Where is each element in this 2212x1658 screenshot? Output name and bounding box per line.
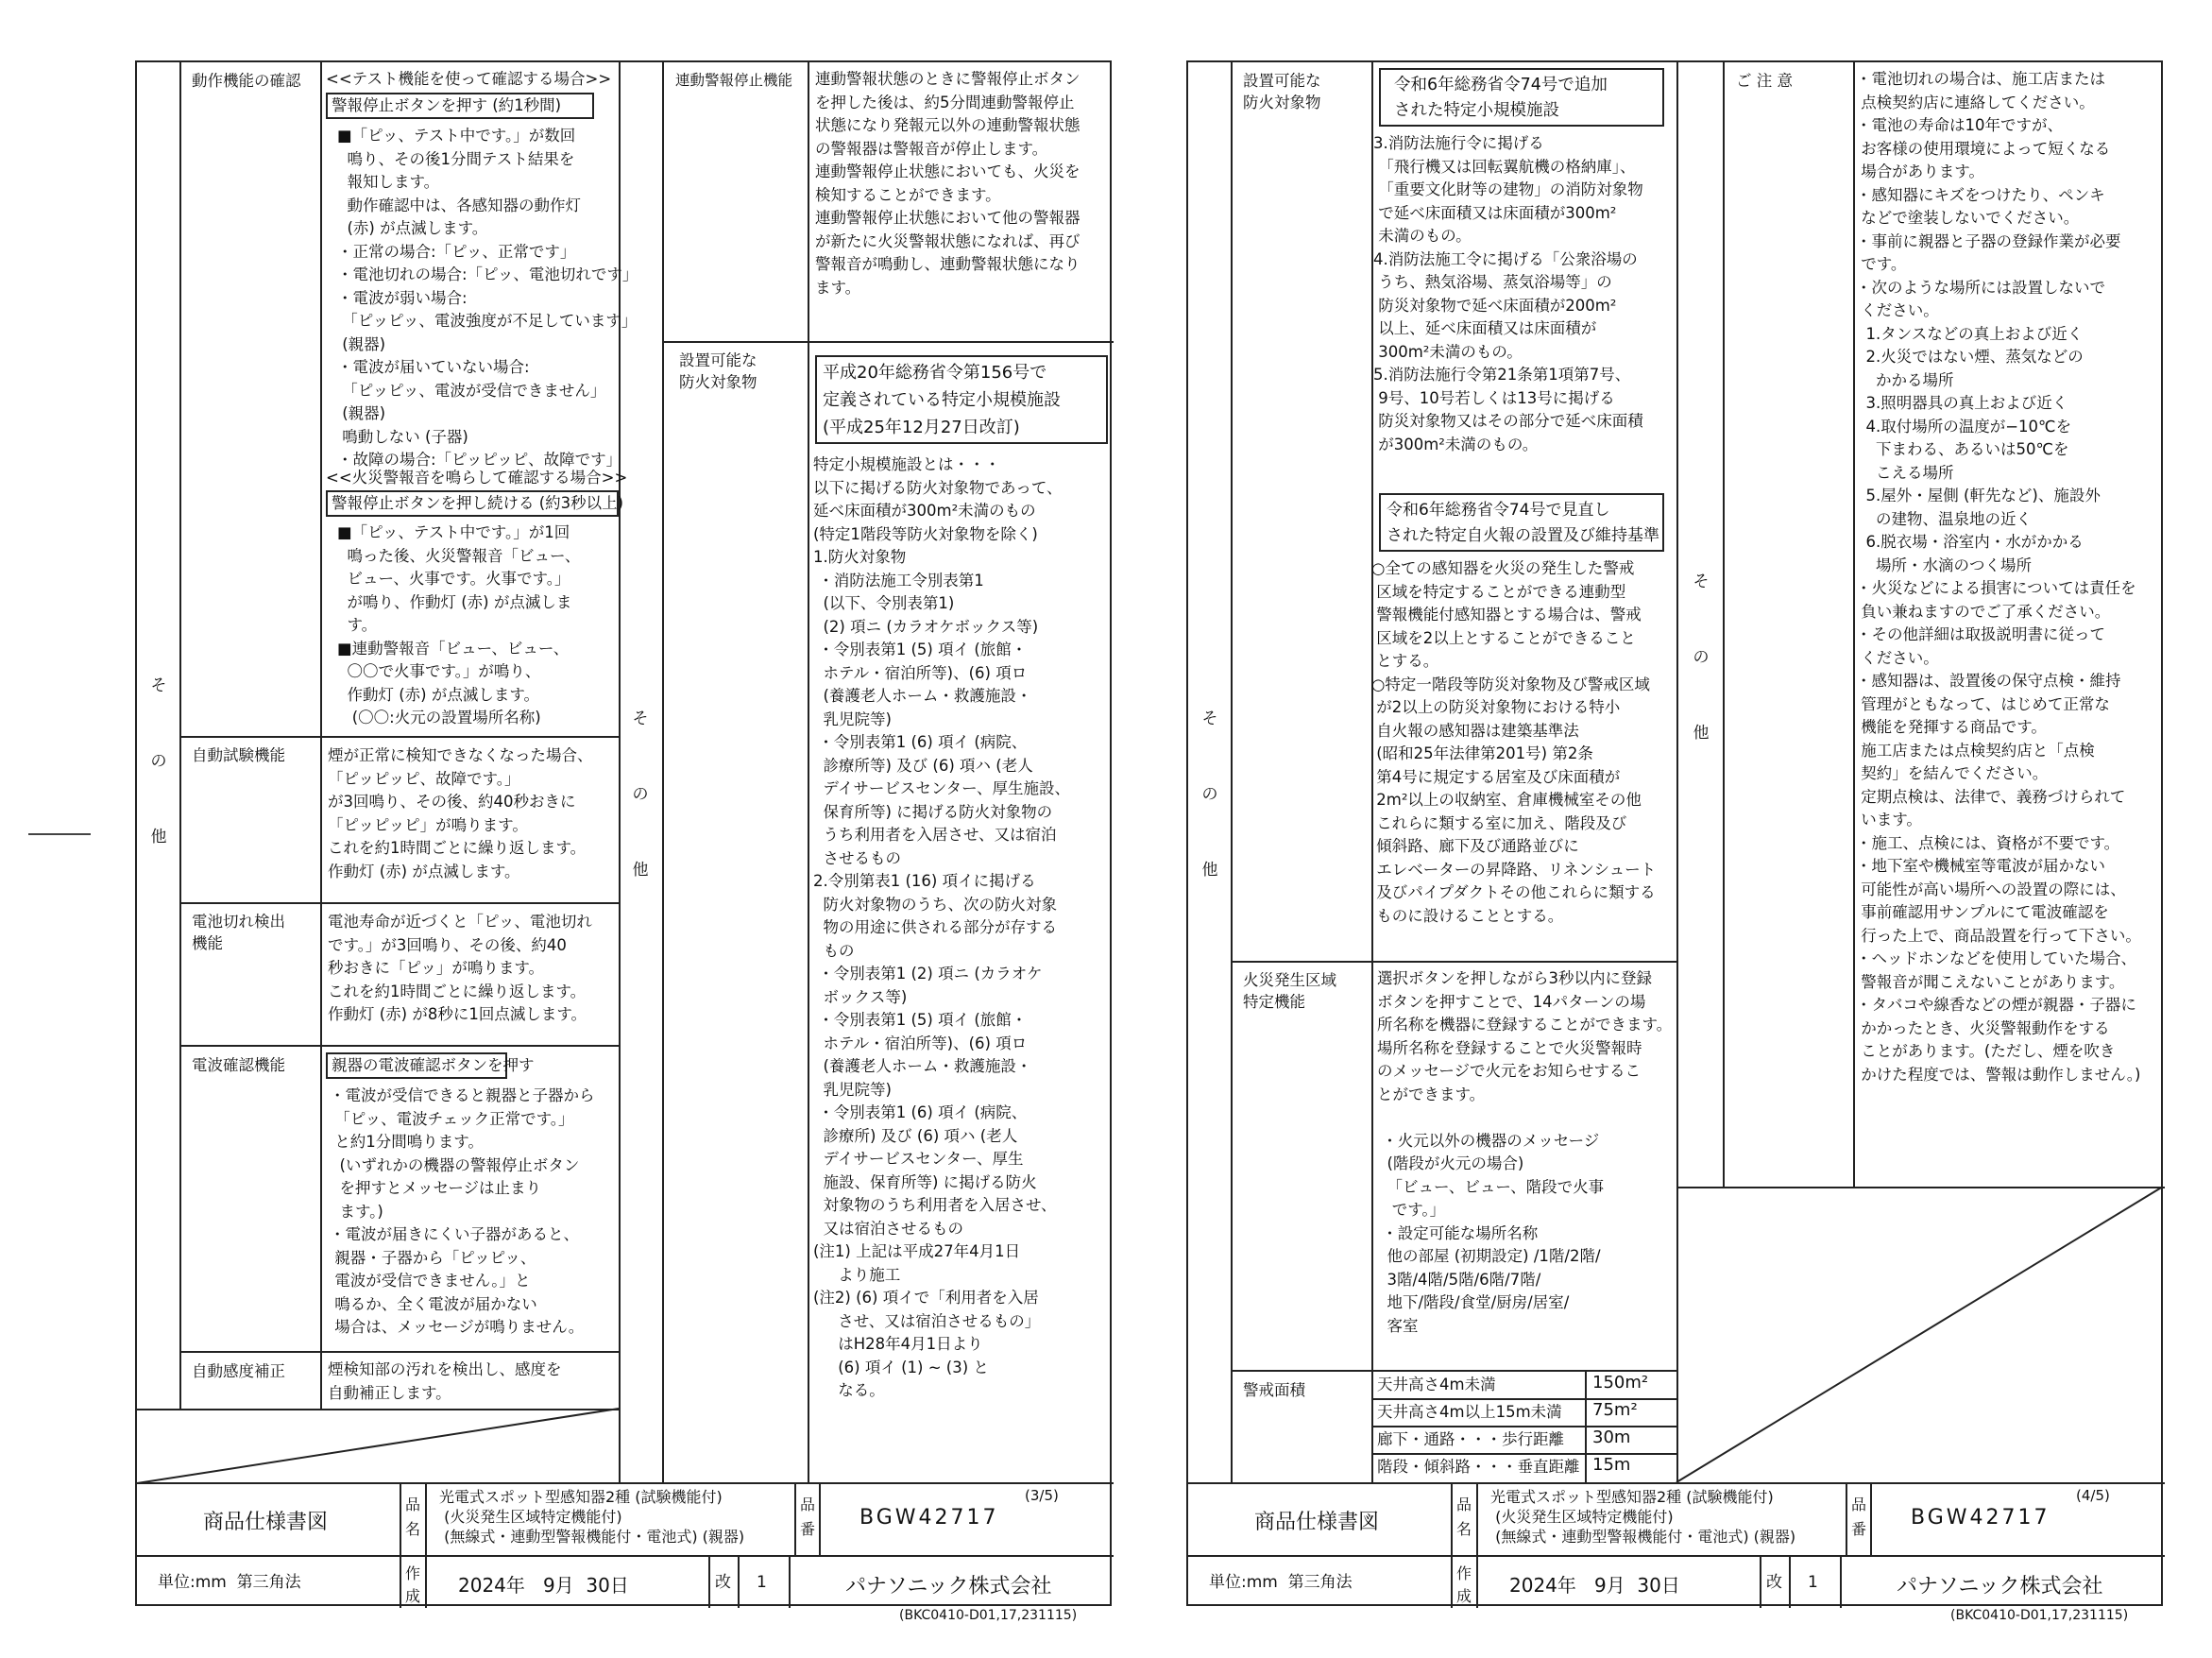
sono-hoka-label: そ の 他	[632, 709, 649, 880]
setchi-text: 特定小規模施設とは・・・ 以下に掲げる防火対象物であって、 延べ床面積が300m²未満のもの (特定1階段等防火対象物を除く) 1.防火対象物 ・消防法施工令別表第1 (以下、令別表第1) (2) 項ニ (カラオケボックス等) ・令別表第1 (5) 項イ (旅館・ ホテル・宿泊所等)、(6) 項ロ (養護老人ホーム・救護施設・ 乳児院等) ・令別表第1 (6) 項イ (病院、 診療所等) 及び (6) 項ハ (老人 デイサービスセンター、厚生施設、 保育所等) に掲げる防火対象物の うち利用者を入居させ、又は宿泊 させるもの 2.令別第表1 (16) 項イに掲げる 防火対象物のうち、次の防火対象 物の用途に供される部分が存する もの ・令別表第1 (2) 項ニ (カラオケ ボックス等) ・令別表第1 (5) 項イ (旅館・ ホテル・宿泊所等)、(6) 項ロ (養護老人ホーム・救護施設・ 乳児院等) ・令別表第1 (6) 項イ (病院、 診療所) 及び (6) 項ハ (老人 デイサービスセンター、厚生 施設、保育所等) に掲げる防火 対象物のうち利用者を入居させ、 又は宿泊させるもの (注1) 上記は平成27年4月1日 より施工 (注2) (6) 項イで「利用者を入居 させ、又は宿泊させるもの」 はH28年4月1日より (6) 項イ (1) ~ (3) と なる。	[813, 455, 1071, 1399]
section-label-kasai: 火災発生区域 特定機能	[1243, 971, 1336, 1011]
keikai-row-name: 階段・傾斜路・・・垂直距離	[1377, 1458, 1580, 1476]
section-label-dousa: 動作機能の確認	[192, 72, 301, 90]
section-label-keikai: 警戒面積	[1243, 1381, 1305, 1399]
setchi-text-2: ○全ての感知器を火災の発生した警戒 区域を特定することができる連動型 警報機能付感知器とする場合は、警戒 区域を2以上とすることができること とする。 ○特定一階段等防災対象物及び警戒区域 が2以上の防災対象物における特小 自火報の感知器は建築基準法 (昭和25年法律第201号) 第2条 第4号に規定する居室及び床面積が 2m²以上の収納室、倉庫機械室その他 これらに類する室に加え、階段及び 傾斜路、廊下及び通路並びに エレベーターの昇降路、リネンシュート 及びパイプダクトその他これらに類する ものに設けることとする。	[1371, 559, 1657, 925]
saku-label: 作 成	[1456, 1564, 1472, 1605]
product-name: 光電式スポット型感知器2種 (試験機能付) (火災発生区域特定機能付) (無線式・連動型警報機能付・電池式) (親器)	[1490, 1488, 1796, 1546]
denpa-box: 親器の電波確認ボタンを押す	[326, 1052, 507, 1079]
kai-label: 改	[715, 1573, 731, 1592]
keikai-row-value: 150m²	[1592, 1373, 1649, 1393]
setchi-box-1: 令和6年総務省令74号で追加 された特定小規模施設	[1379, 68, 1664, 127]
date: 2024年 9月 30日	[1509, 1574, 1680, 1597]
dousa-heading-2: <<火災警報音を鳴らして確認する場合>>	[326, 469, 628, 487]
section-label-rendou: 連動警報停止機能	[675, 72, 793, 89]
keikai-row-value: 75m²	[1592, 1400, 1638, 1420]
setchi-box-2: 令和6年総務省令74号で見直し された特定自火報の設置及び維持基準	[1379, 493, 1664, 552]
spec-sheet-page-3	[135, 60, 1112, 1606]
rendou-text: 連動警報状態のときに警報停止ボタン を押した後は、約5分間連動警報停止 状態になり発報元以外の連動警報状態 の警報器は警報音が停止します。 連動警報停止状態においても、火災を 検知することができます。 連動警報停止状態において他の警報器 が新たに火災警報状態になれば、再び 警報音が鳴動し、連動警報状態になり ます。	[815, 70, 1080, 297]
model-number: BGW42717	[1911, 1506, 2050, 1530]
hin-label: 品 名	[405, 1496, 421, 1538]
sono-hoka-label: そ の 他	[150, 676, 167, 846]
section-label-chui: ご 注 意	[1736, 72, 1793, 90]
kai-label: 改	[1766, 1573, 1782, 1592]
dousa-text-2: ■「ピッ、テスト中です。」が1回 鳴った後、火災警報音「ビュー、 ビュー、火事です。火事です。」 が鳴り、作動灯 (赤) が点滅しま す。 ■連動警報音「ビュー、ビュー、 〇〇で火事です。」が鳴り、 作動灯 (赤) が点滅します。 (〇〇:火元の設置場所名称)	[337, 523, 581, 726]
unit-label: 単位:mm 第三角法	[1209, 1573, 1353, 1592]
keikai-row-name: 天井高さ4m未満	[1377, 1376, 1496, 1393]
dousa-text-1: ■「ピッ、テスト中です。」が数回 鳴り、その後1分間テスト結果を 報知します。 動作確認中は、各感知器の動作灯 (赤) が点滅します。 ・正常の場合:「ピッ、正常です」 ・電池切れの場合:「ピッ、電池切れです」 ・電波が弱い場合: 「ピッピッ、電波強度が不足しています」 (親器) ・電波が届いていない場合: 「ピッピッ、電波が受信できません」 (親器) 鳴動しない (子器) ・故障の場合:「ピッピッピ、故障です」	[337, 127, 638, 469]
page-number: (4/5)	[2076, 1487, 2110, 1504]
keikai-row-value: 30m	[1592, 1427, 1631, 1447]
unit-label: 単位:mm 第三角法	[158, 1573, 301, 1592]
sono-hoka-label: そ の 他	[1693, 573, 1710, 743]
date: 2024年 9月 30日	[458, 1574, 629, 1597]
section-label-setchi: 設置可能な 防火対象物	[679, 351, 757, 391]
ban-label: 品 番	[800, 1496, 816, 1538]
keikai-row-name: 廊下・通路・・・歩行距離	[1377, 1430, 1564, 1448]
doc-title: 商品仕様書図	[203, 1511, 329, 1534]
spec-sheet-page-4	[1186, 60, 2163, 1606]
doc-code: (BKC0410-D01,17,231115)	[1950, 1608, 2129, 1623]
denpa-text: ・電波が受信できると親器と子器から 「ピッ、電波チェック正常です。」 と約1分間鳴ります。 (いずれかの機器の警報停止ボタン を押すとメッセージは止まり ます。) ・電波が届きにくい子器があると、 親器・子器から「ピッピッ、 電波が受信できません。」と 鳴るか、全く電波が届かない 場合は、メッセージが鳴りません。	[330, 1086, 595, 1336]
ban-label: 品 番	[1851, 1496, 1867, 1538]
company-name: パナソニック株式会社	[845, 1575, 1052, 1598]
keikai-row-value: 15m	[1592, 1455, 1631, 1475]
company-name: パナソニック株式会社	[1897, 1575, 2103, 1598]
margin-tick-mark	[28, 833, 91, 835]
revision: 1	[757, 1573, 767, 1592]
keikai-row-name: 天井高さ4m以上15m未満	[1377, 1403, 1562, 1421]
dousa-box-1: 警報停止ボタンを押す (約1秒間)	[326, 93, 594, 119]
denchi-text: 電池寿命が近づくと「ピッ、電池切れ です。」が3回鳴り、その後、約40 秒おきに「ピッ」が鳴ります。 これを約1時間ごとに繰り返します。 作動灯 (赤) が8秒に1回点滅します。	[328, 913, 592, 1023]
setchi-text-1: 3.消防法施行令に掲げる 「飛行機又は回転翼航機の格納庫」、 「重要文化財等の建物」の消防対象物 で延べ床面積又は床面積が300m² 未満のもの。 4.消防法施工令に掲げる「公衆浴場の うち、熱気浴場、蒸気浴場等」の 防災対象物で延べ床面積が200m² 以上、延べ床面積又は床面積が 300m²未満のもの。 5.消防法施行令第21条第1項第7号、 9号、10号若しくは13号に掲げる 防災対象物又はその部分で延べ床面積 が300m²未満のもの。	[1373, 134, 1643, 453]
model-number: BGW42717	[859, 1506, 999, 1530]
revision: 1	[1808, 1573, 1818, 1592]
dousa-heading: <<テスト機能を使って確認する場合>>	[326, 70, 612, 88]
chui-text: ・電池切れの場合は、施工店または 点検契約店に連絡してください。 ・電池の寿命は10年ですが、 お客様の使用環境によって短くなる 場合があります。 ・感知器にキズをつけたり、ペンキ などで塗装しないでください。 ・事前に親器と子器の登録作業が必要 です。 ・次のような場所には設置しないで ください。 1.タンスなどの真上および近く 2.火災ではない煙、蒸気などの かかる場所 3.照明器具の真上および近く 4.取付場所の温度が−10℃を 下まわる、あるいは50℃を こえる場所 5.屋外・屋側 (軒先など)、施設外 の建物、温泉地の近く 6.脱衣場・浴室内・水がかかる 場所・水滴のつく場所 ・火災などによる損害については責任を 負い兼ねますのでご了承ください。 ・その他詳細は取扱説明書に従って ください。 ・感知器は、設置後の保守点検・維持 管理がともなって、はじめて正常な 機能を発揮する商品です。 施工店または点検契約店と「点検 契約」を結んでください。 定期点検は、法律で、義務づけられて います。 ・施工、点検には、資格が不要です。 ・地下室や機械室等電波が届かない 可能性が高い場所への設置の際には、 事前確認用サンプルにて電波確認を 行った上で、商品設置を行って下さい。 ・ヘッドホンなどを使用していた場合、 警報音が聞こえないことがあります。 ・タバコや線香などの煙が親器・子器に かかったとき、火災警報動作をする ことがあります。(ただし、煙を吹き かけた程度では、警報は動作しません。)	[1856, 70, 2141, 1084]
kasai-text: 選択ボタンを押しながら3秒以内に登録 ボタンを押すことで、14パターンの場 所名称を機器に登録することができます。 場所名称を登録することで火災警報時 のメッセージで火元をお知らせするこ とができます。 ・火元以外の機器のメッセージ (階段が火元の場合) 「ビュー、ビュー、階段で火事 です。」 ・設定可能な場所名称 他の部屋 (初期設定) /1階/2階/ 3階/4階/5階/6階/7階/ 地下/階段/食堂/厨房/居室/ 客室	[1377, 969, 1673, 1335]
section-label-jidou: 自動試験機能	[192, 746, 285, 764]
section-label-denchi: 電池切れ検出 機能	[192, 913, 285, 952]
jidou-text: 煙が正常に検知できなくなった場合、 「ピッピッピ、故障です。」 が3回鳴り、その後、約40秒おきに 「ピッピッピ」が鳴ります。 これを約1時間ごとに繰り返します。 作動灯 (赤) が点滅します。	[328, 746, 593, 880]
kando-text: 煙検知部の汚れを検出し、感度を 自動補正します。	[328, 1360, 562, 1402]
sono-hoka-label: そ の 他	[1201, 709, 1218, 880]
saku-label: 作 成	[405, 1564, 421, 1605]
doc-code: (BKC0410-D01,17,231115)	[899, 1608, 1078, 1623]
setchi-box: 平成20年総務省令第156号で 定義されている特定小規模施設 (平成25年12月27日改訂)	[815, 355, 1108, 444]
dousa-box-2: 警報停止ボタンを押し続ける (約3秒以上)	[326, 490, 619, 517]
product-name: 光電式スポット型感知器2種 (試験機能付) (火災発生区域特定機能付) (無線式・連動型警報機能付・電池式) (親器)	[439, 1488, 745, 1546]
hin-label: 品 名	[1456, 1496, 1472, 1538]
doc-title: 商品仕様書図	[1254, 1511, 1380, 1534]
page-number: (3/5)	[1025, 1487, 1059, 1504]
section-label-denpa: 電波確認機能	[192, 1056, 285, 1074]
section-label-setchi: 設置可能な 防火対象物	[1243, 72, 1321, 111]
section-label-kando: 自動感度補正	[192, 1362, 285, 1380]
